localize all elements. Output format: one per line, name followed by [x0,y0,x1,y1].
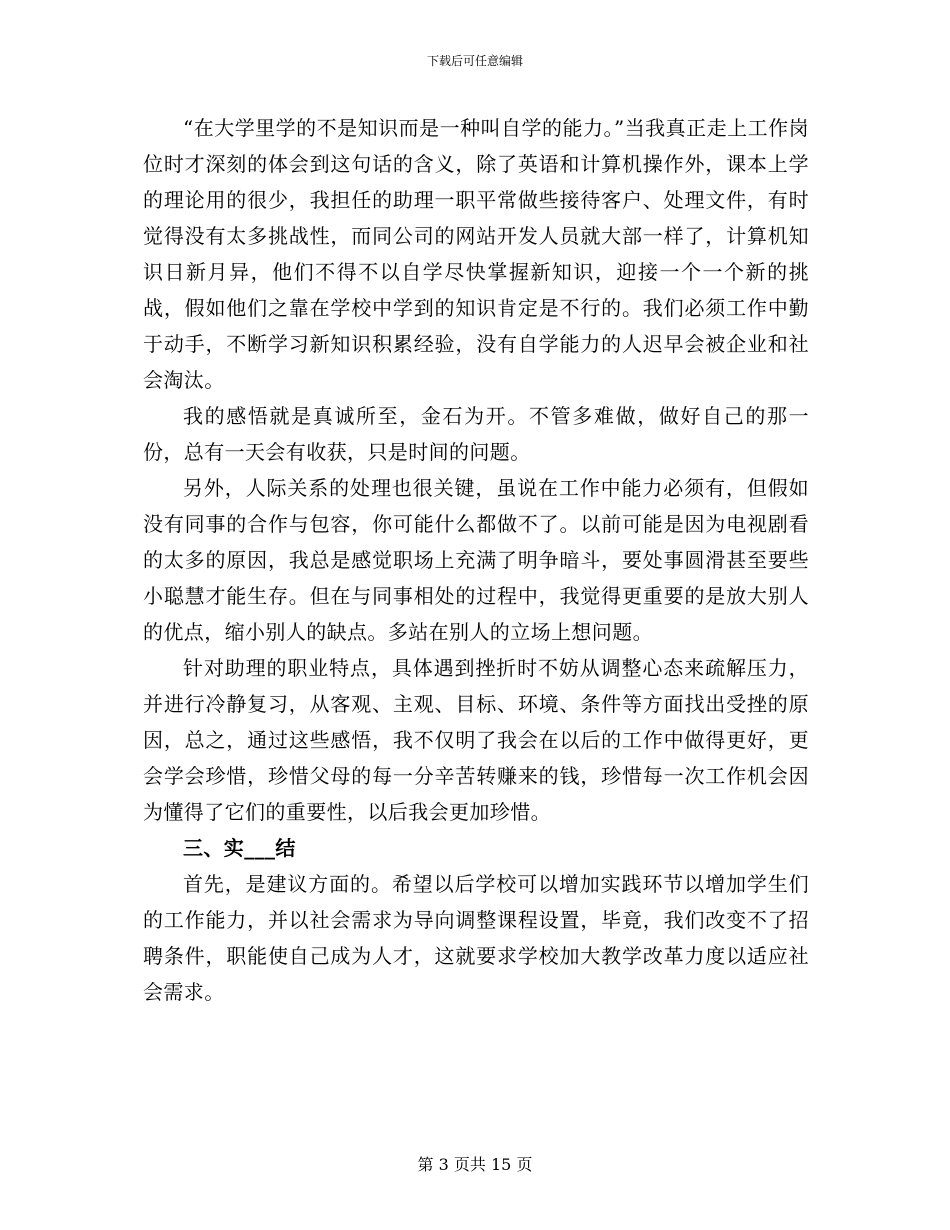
page-footer: 第 3 页共 15 页 [417,1155,533,1174]
document-body [143,110,809,1010]
paragraph-relationships: 另外，人际关系的处理也很关键，虽说在工作中能力必须有，但假如没有同事的合作与包容，你可能什么都做不了。以前可能是因为电视剧看的太多的原因，我总是感觉职场上充满了明争暗斗，要处事圆滑甚至要些小聪慧才能生存。但在与同事相处的过程中，我觉得更重要的是放大别人的优点，缩小别人的缺点。多站在别人的立场上想问题。 [143,476,809,644]
paragraph-frustration: 针对助理的职业特点，具体遇到挫折时不妨从调整心态来疏解压力，并进行冷静复习，从客观、主观、目标、环境、条件等方面找出受挫的原因，总之，通过这些感悟，我不仅明了我会在以后的工作中做得更好，更会学会珍惜，珍惜父母的每一分辛苦转赚来的钱，珍惜每一次工作机会因为懂得了它们的重要性，以后我会更加珍惜。 [143,656,809,824]
paragraph-suggestions: 首先，是建议方面的。希望以后学校可以增加实践环节以增加学生们的工作能力，并以社会需求为导向调整课程设置，毕竟，我们改变不了招聘条件，职能使自己成为人才，这就要求学校加大教学改革力度以适应社会需求。 [143,872,809,1004]
section-heading: 三、实___结 [183,836,296,860]
paragraph-self-learning: “在大学里学的不是知识而是一种叫自学的能力。”当我真正走上工作岗位时才深刻的体会到这句话的含义，除了英语和计算机操作外，课本上学的理论用的很少，我担任的助理一职平常做些接待客户、处理文件，有时觉得没有太多挑战性，而同公司的网站开发人员就大部一样了，计算机知识日新月异，他们不得不以自学尽快掌握新知识，迎接一个一个新的挑战，假如他们之靠在学校中学到的知识肯定是不行的。我们必须工作中勤于动手，不断学习新知识积累经验，没有自学能力的人迟早会被企业和社会淘汰。 [143,116,809,392]
paragraph-sincerity: 我的感悟就是真诚所至，金石为开。不管多难做，做好自己的那一份，总有一天会有收获，只是时间的问题。 [143,404,809,464]
page-header: 下载后可任意编辑 [426,54,523,68]
